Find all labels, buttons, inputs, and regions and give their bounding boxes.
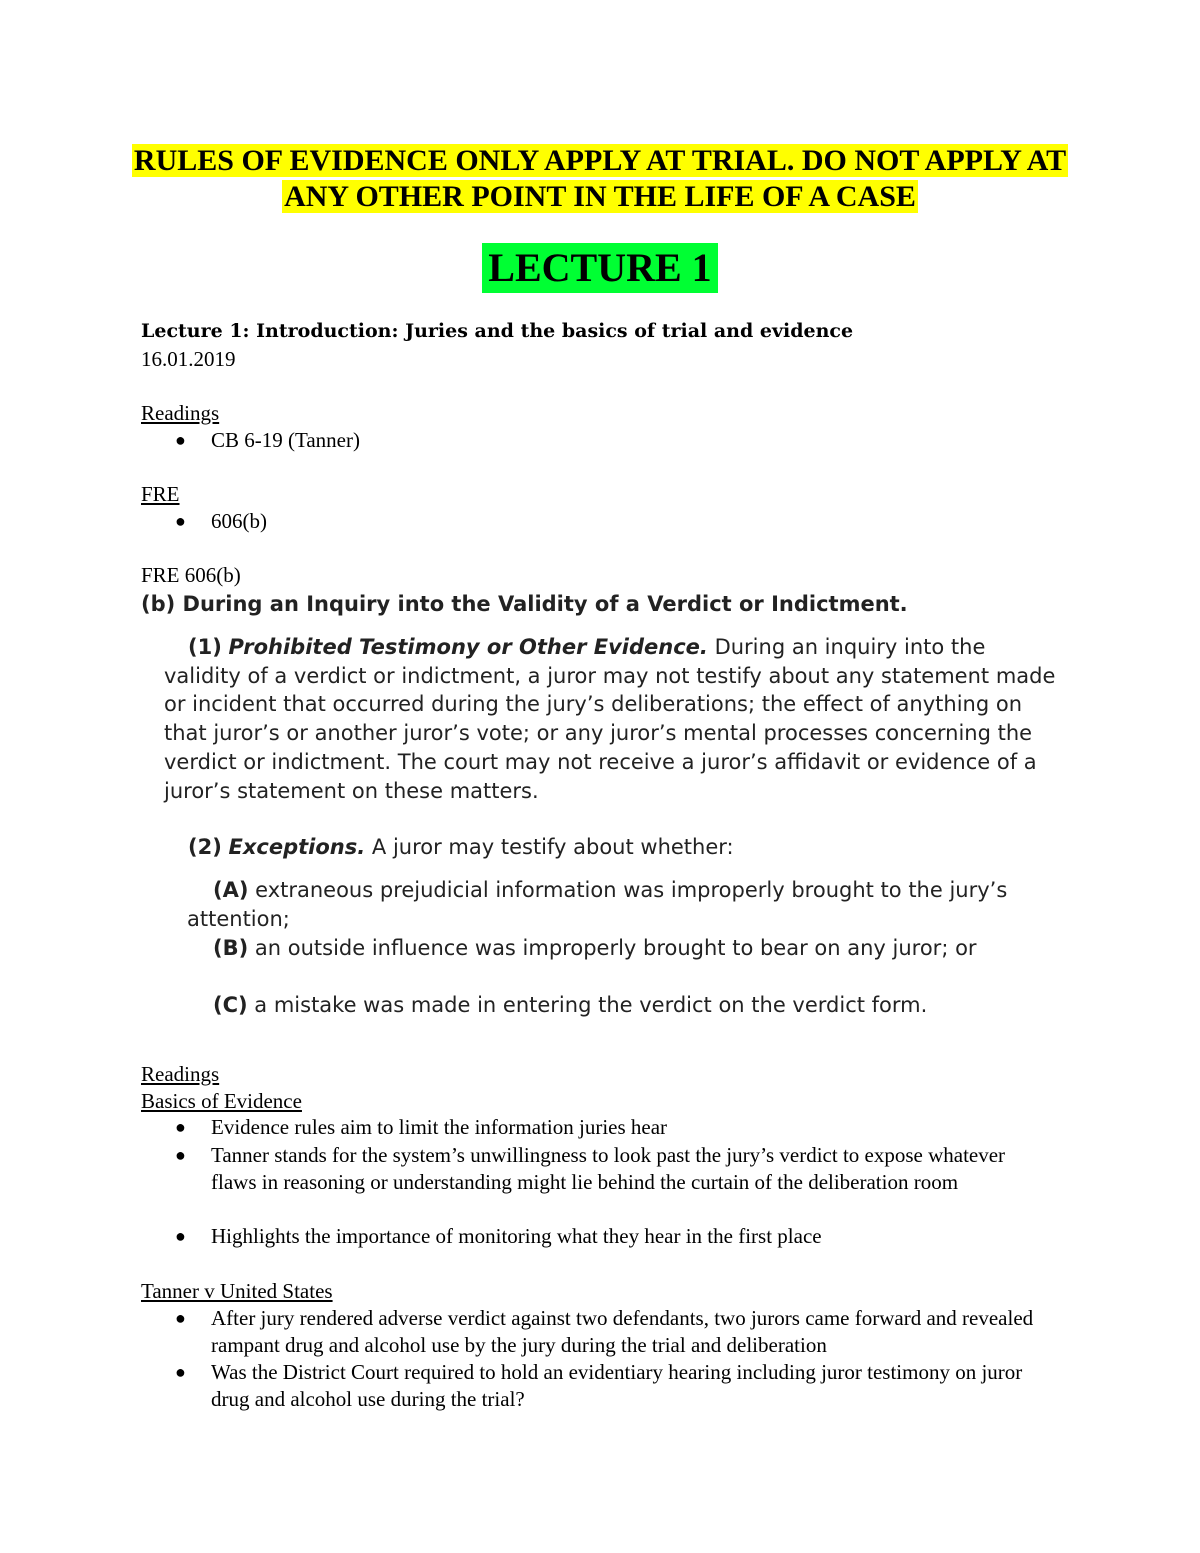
- banner-heading: [0, 143, 1200, 215]
- rule-paragraph-2: (2) Exceptions. A juror may testify about whether:: [188, 835, 734, 859]
- readings-label: Readings: [141, 401, 220, 425]
- rule-paragraph-1: (1) Prohibited Testimony or Other Evidence. During an inquiry into the validity of a verdict or indictment, a juror may not testify about any statement made or incident that occurred during the jury’s deliberations; the effect of anything on that juror’s or another juror’s vote; or any juror’s mental processes concerning the verdict or indictment. The court may not receive a juror’s affidavit or evidence of a juror’s statement on these matters.: [164, 635, 1056, 803]
- fre-rule-ref: FRE 606(b): [141, 563, 241, 587]
- rule-clause-c: (C) a mistake was made in entering the verdict on the verdict form.: [213, 993, 928, 1017]
- lecture-heading-wrap: [0, 243, 1200, 293]
- bullet-icon: ●: [175, 1117, 186, 1137]
- bullet-icon: ●: [175, 511, 186, 531]
- rule-heading: (b) During an Inquiry into the Validity of a Verdict or Indictment.: [141, 592, 908, 616]
- list-item: ● Was the District Court required to hold an evidentiary hearing including juror testimony on juror drug and alcohol use during the trial?: [175, 1360, 1023, 1411]
- tanner-label: Tanner v United States: [141, 1279, 333, 1303]
- bullet-icon: ●: [175, 1226, 186, 1246]
- list-item: ● Highlights the importance of monitoring what they hear in the first place: [175, 1224, 822, 1248]
- bullet-icon: ●: [175, 430, 186, 450]
- list-item: ● Evidence rules aim to limit the information juries hear: [175, 1115, 668, 1139]
- bullet-icon: ●: [175, 1308, 186, 1328]
- bullet-icon: ●: [175, 1362, 186, 1382]
- lecture-heading: LECTURE 1: [482, 243, 717, 293]
- bullet-icon: ●: [175, 1145, 186, 1165]
- lecture-date: 16.01.2019: [141, 347, 236, 371]
- readings-label-2: Readings: [141, 1062, 220, 1086]
- list-item: ● Tanner stands for the system’s unwillingness to look past the jury’s verdict to expose whatever flaws in reasoning or understanding might lie behind the curtain of the deliberation room: [175, 1143, 1006, 1194]
- rule-clause-b: (B) an outside influence was improperly brought to bear on any juror; or: [213, 936, 977, 960]
- list-item: ● 606(b): [175, 509, 267, 533]
- fre-label: FRE: [141, 482, 180, 506]
- list-item: ● CB 6-19 (Tanner): [175, 428, 360, 452]
- lecture-subtitle: Lecture 1: Introduction: Juries and the basics of trial and evidence: [141, 320, 854, 342]
- rule-clause-a: (A) extraneous prejudicial information was improperly brought to the jury’s attention;: [187, 878, 1008, 931]
- basics-of-evidence-label: Basics of Evidence: [141, 1089, 302, 1113]
- banner-line-1: RULES OF EVIDENCE ONLY APPLY AT TRIAL. DO NOT APPLY AT: [133, 144, 1067, 177]
- banner-line-2: ANY OTHER POINT IN THE LIFE OF A CASE: [284, 180, 916, 213]
- list-item: ● After jury rendered adverse verdict against two defendants, two jurors came forward and revealed rampant drug and alcohol use by the jury during the trial and deliberation: [175, 1306, 1034, 1357]
